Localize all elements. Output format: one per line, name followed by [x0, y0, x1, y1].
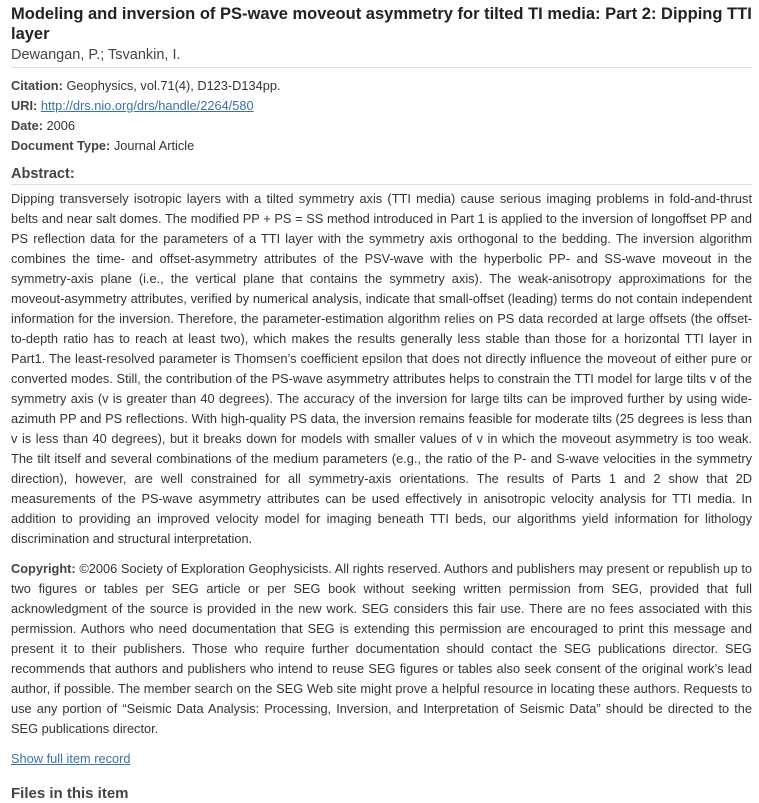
- show-full-record-link[interactable]: Show full item record: [11, 751, 131, 766]
- copyright-section: [11, 559, 752, 739]
- date-row: [11, 116, 752, 136]
- citation-label: Citation:: [11, 78, 63, 93]
- files-heading: Files in this item: [11, 785, 129, 802]
- document-type-value: Journal Article: [113, 138, 195, 153]
- uri-link[interactable]: http://drs.nio.org/drs/handle/2264/580: [40, 98, 254, 113]
- copyright-text: ©2006 Society of Exploration Geophysicists. All rights reserved. Authors and publishers may present or republish up to two figures or tables per SEG article or per SEG book without seeking written permission from SEG, provided that full acknowledgment of the source is provided in the new work. SEG considers this fair use. There are no fees associated with this permission. Authors who need documentation that SEG is extending this permission are encouraged to print this message and present it to their publishers. Those who require further documentation should contact the SEG publications director. SEG recommends that authors and publishers who intend to reuse SEG figures or tables also seek consent of the original work’s lead author, if possible. The member search on the SEG Web site might prove a helpful resource in locating these authors. Requests to use any portion of “Seismic Data Analysis: Processing, Inversion, and Interpretation of Seismic Data” should be directed to the SEG publications director.: [11, 561, 752, 736]
- item-authors: Dewangan, P.; Tsvankin, I.: [11, 44, 752, 68]
- date-label: Date:: [11, 118, 43, 133]
- document-type-row: [11, 136, 752, 156]
- date-value: 2006: [46, 118, 76, 133]
- uri-label: URI:: [11, 98, 38, 113]
- citation-value: Geophysics, vol.71(4), D123-D134pp.: [66, 78, 281, 93]
- copyright-label: Copyright:: [11, 561, 76, 576]
- item-metadata: [11, 76, 752, 156]
- document-type-label: Document Type:: [11, 138, 111, 153]
- abstract-text: Dipping transversely isotropic layers with a tilted symmetry axis (TTI media) cause serious imaging problems in fold-and-thrust belts and near salt domes. The modified PP + PS = SS method introduced in Part 1 is applied to the inversion of longoffset PP and PS reflection data for the parameters of a TTI layer with the symmetry axis orthogonal to the bedding. The inversion algorithm combines the time- and offset-asymmetry attributes of the PSV-wave with the hyperbolic PP- and SS-wave moveout in the symmetry-axis plane (i.e., the vertical plane that contains the symmetry axis). The weak-anisotropy approximations for the moveout-asymmetry attributes, verified by numerical analysis, indicate that small-offset (leading) terms do not contain independent information for the inversion. Therefore, the parameter-estimation algorithm relies on PS data recorded at large offsets (the offset-to-depth ratio has to reach at least two), which makes the results generally less stable than those for a horizontal TTI layer in Part1. The least-resolved parameter is Thomsen’s coefficient epsilon that does not directly influence the moveout of either pure or converted modes. Still, the contribution of the PS-wave asymmetry attributes helps to constrain the TTI model for large tilts v of the symmetry axis (v is greater than 40 degrees). The accuracy of the inversion for large tilts can be improved further by using wide-azimuth PP and PS reflections. With high-quality PS data, the inversion remains feasible for moderate tilts (25 degrees is less than v is less than 40 degrees), but it breaks down for models with smaller values of v in which the moveout asymmetry is too weak. The tilt itself and several combinations of the medium parameters (e.g., the ratio of the P- and S-wave velocities in the symmetry direction), however, are well constrained for all symmetry-axis orientations. The results of Parts 1 and 2 show that 2D measurements of the PS-wave asymmetry attributes can be used effectively in anisotropic velocity analysis for TTI media. In addition to providing an improved velocity model for imaging beneath TTI beds, our algorithms yield information for lithology discrimination and structural interpretation.: [11, 191, 752, 546]
- show-full-record-row: [11, 749, 752, 769]
- abstract-heading: Abstract:: [11, 165, 752, 185]
- uri-row: [11, 96, 752, 116]
- item-title: Modeling and inversion of PS-wave moveout asymmetry for tilted TI media: Part 2: Dipping TTI layer: [11, 5, 752, 43]
- citation-row: [11, 76, 752, 96]
